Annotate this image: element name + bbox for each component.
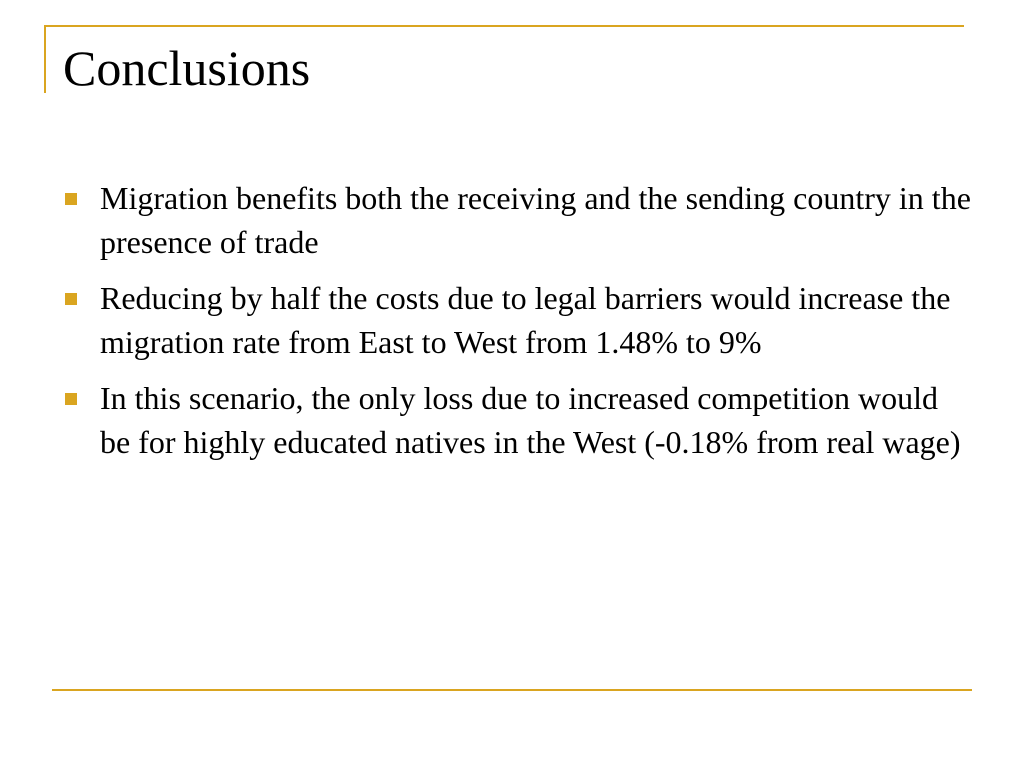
square-bullet-icon [65,193,77,205]
bullet-text: In this scenario, the only loss due to increased competition would be for highly educated natives in the West (-0.18% from real wage) [100,380,961,460]
bullet-text: Migration benefits both the receiving and the sending country in the presence of trade [100,180,971,260]
square-bullet-icon [65,393,77,405]
square-bullet-icon [65,293,77,305]
bullet-list [63,176,973,476]
bullet-item [63,276,973,364]
bullet-item [63,376,973,464]
bullet-item [63,176,973,264]
title-accent-bar [44,25,46,93]
bullet-text: Reducing by half the costs due to legal barriers would increase the migration rate from East to West from 1.48% to 9% [100,280,951,360]
title-accent-rule [44,25,964,27]
slide-title: Conclusions [63,40,311,96]
footer-accent-rule [52,689,972,691]
